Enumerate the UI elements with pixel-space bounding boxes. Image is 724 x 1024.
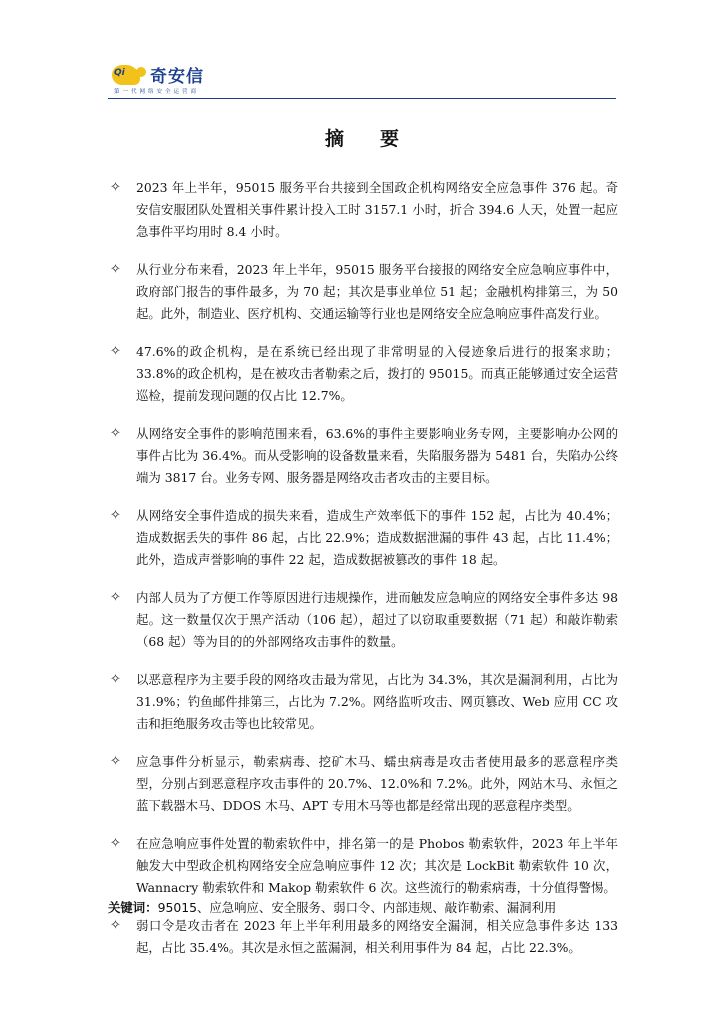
list-item	[108, 259, 618, 325]
item-text: 从网络安全事件的影响范围来看，63.6%的事件主要影响业务专网，主要影响办公网的事件占比为 36.4%。而从受影响的设备数量来看，失陷服务器为 5481 台，失陷办公终端为 3817 台。业务专网、服务器是网络攻击者攻击的主要目标。	[136, 426, 618, 485]
header-divider	[108, 98, 616, 99]
brand-name: 奇安信	[150, 67, 204, 87]
item-text: 内部人员为了方便工作等原因进行违规操作，进而触发应急响应的网络安全事件多达 98 起。这一数量仅次于黑产活动（106 起），超过了以窃取重要数据（71 起）和敲诈勒索（68 起）等为目的的外部网络攻击事件的数量。	[136, 590, 618, 649]
diamond-bullet-icon: ✧	[110, 590, 121, 605]
diamond-bullet-icon: ✧	[110, 426, 121, 441]
keywords-label: 关键词：	[108, 900, 158, 915]
item-text: 应急事件分析显示，勒索病毒、挖矿木马、蠕虫病毒是攻击者使用最多的恶意程序类型，分别占到恶意程序攻击事件的 20.7%、12.0%和 7.2%。此外，网站木马、永恒之蓝下载器木马、DDOS 木马、APT 专用木马等也都是经常出现的恶意程序类型。	[136, 754, 618, 813]
diamond-bullet-icon: ✧	[110, 180, 121, 195]
list-item	[108, 587, 618, 653]
logo-mascot-icon	[112, 65, 140, 85]
list-item	[108, 341, 618, 407]
brand-logo	[112, 62, 204, 87]
list-item	[108, 751, 618, 817]
diamond-bullet-icon: ✧	[110, 262, 121, 277]
diamond-bullet-icon: ✧	[110, 836, 121, 851]
list-item	[108, 669, 618, 735]
list-item	[108, 423, 618, 489]
diamond-bullet-icon: ✧	[110, 672, 121, 687]
diamond-bullet-icon: ✧	[110, 508, 121, 523]
list-item	[108, 505, 618, 571]
item-text: 47.6%的政企机构，是在系统已经出现了非常明显的入侵迹象后进行的报案求助；33.8%的政企机构，是在被攻击者勒索之后，拨打的 95015。而真正能够通过安全运营巡检，提前发现问题的仅占比 12.7%。	[136, 344, 618, 403]
diamond-bullet-icon: ✧	[110, 918, 121, 933]
list-item	[108, 915, 618, 959]
summary-list	[108, 177, 618, 975]
list-item	[108, 833, 618, 899]
keywords-line	[108, 898, 618, 916]
item-text: 弱口令是攻击者在 2023 年上半年利用最多的网络安全漏洞，相关应急事件多达 133 起，占比 35.4%。其次是永恒之蓝漏洞，相关利用事件为 84 起，占比 22.3%。	[136, 918, 618, 955]
page-title: 摘要	[324, 128, 435, 150]
logo-mark-text: Qi	[114, 67, 125, 78]
item-text: 2023 年上半年，95015 服务平台共接到全国政企机构网络安全应急事件 376 起。奇安信安服团队处置相关事件累计投入工时 3157.1 小时，折合 394.6 人天，处置一起应急事件平均用时 8.4 小时。	[136, 180, 618, 239]
item-text: 以恶意程序为主要手段的网络攻击最为常见，占比为 34.3%，其次是漏洞利用，占比为 31.9%；钓鱼邮件排第三，占比为 7.2%。网络监听攻击、网页篡改、Web 应用 CC 攻击和拒绝服务攻击等也比较常见。	[136, 672, 618, 731]
diamond-bullet-icon: ✧	[110, 754, 121, 769]
item-text: 在应急响应事件处置的勒索软件中，排名第一的是 Phobos 勒索软件，2023 年上半年触发大中型政企机构网络安全应急响应事件 12 次；其次是 LockBit 勒索软件 10 次，Wannacry 勒索软件和 Makop 勒索软件 6 次。这些流行的勒索病毒，十分值得警惕。	[136, 836, 618, 895]
item-text: 从行业分布来看，2023 年上半年，95015 服务平台接报的网络安全应急响应事件中，政府部门报告的事件最多，为 70 起；其次是事业单位 51 起；金融机构排第三，为 50 起。此外，制造业、医疗机构、交通运输等行业也是网络安全应急响应事件高发行业。	[136, 262, 618, 321]
page-header	[108, 60, 616, 98]
item-text: 从网络安全事件造成的损失来看，造成生产效率低下的事件 152 起，占比为 40.4%；造成数据丢失的事件 86 起，占比 22.9%；造成数据泄漏的事件 43 起，占比 11.4%；此外，造成声誉影响的事件 22 起，造成数据被篡改的事件 18 起。	[136, 508, 618, 567]
brand-tagline: 第一代网络安全运营商	[114, 89, 200, 95]
keywords-text: 95015、应急响应、安全服务、弱口令、内部违规、敲诈勒索、漏洞利用	[157, 900, 557, 915]
diamond-bullet-icon: ✧	[110, 344, 121, 359]
list-item	[108, 177, 618, 243]
